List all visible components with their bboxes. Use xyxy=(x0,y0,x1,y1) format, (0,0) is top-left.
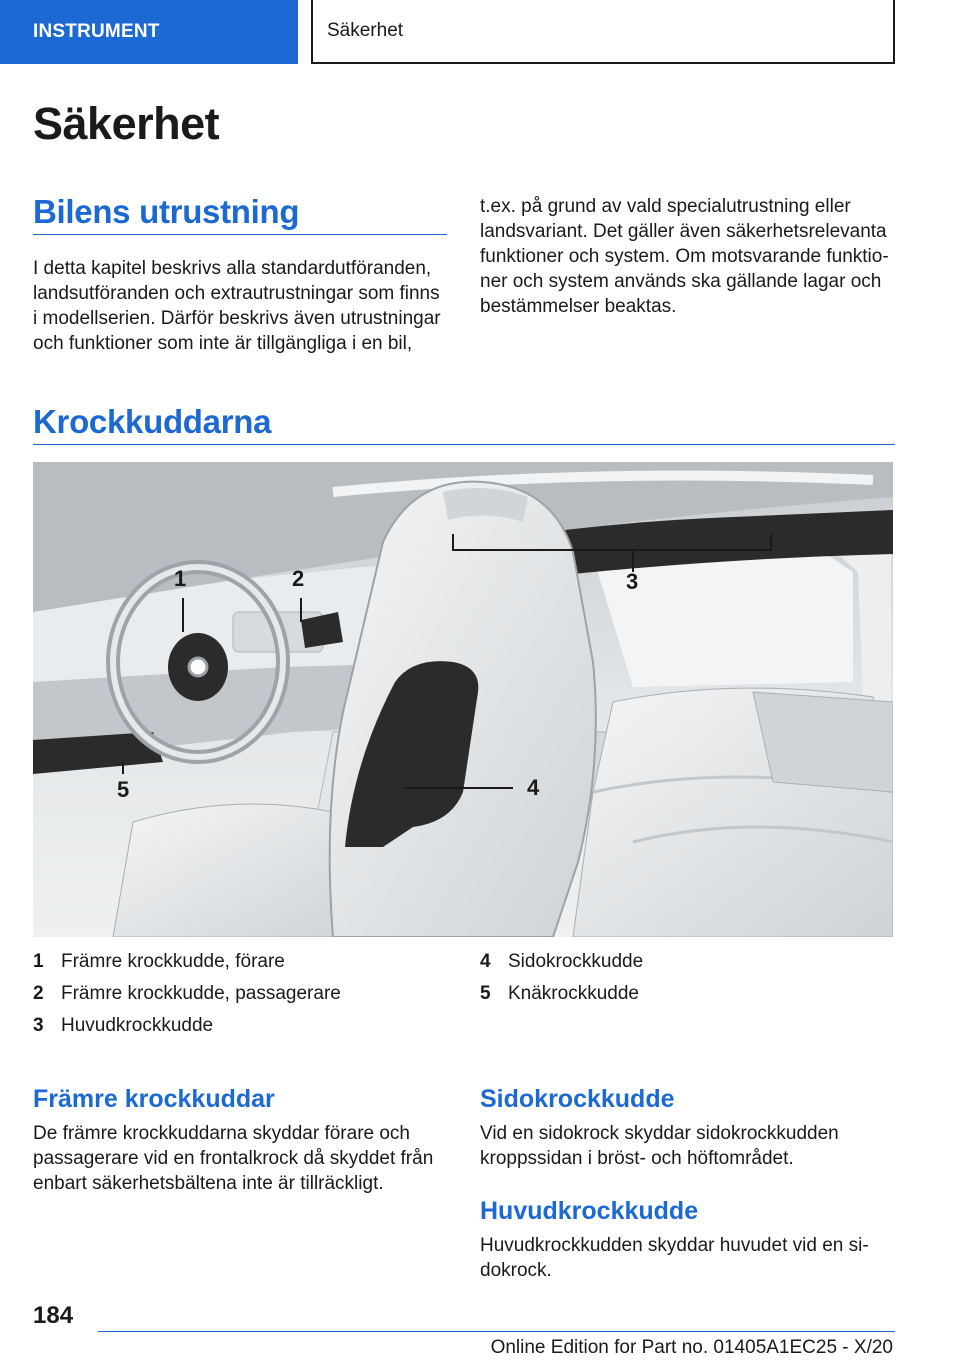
page-title: Säkerhet xyxy=(33,98,220,149)
legend-item xyxy=(480,946,643,978)
legend-number: 3 xyxy=(33,1015,44,1036)
legend-number: 2 xyxy=(33,983,44,1004)
figure-legend-left xyxy=(33,946,341,1042)
car-interior-drawing xyxy=(33,462,893,937)
legend-label: Sidokrockkudde xyxy=(508,951,644,972)
section-title: Säkerhet xyxy=(311,0,895,64)
legend-label: Främre krockkudde, passagerare xyxy=(61,983,341,1004)
equipment-text-right: t.ex. på grund av vald specialutrustning eller landsvariant. Det gäller även säkerhetsrelevanta funktioner och system. Om motsvarande funktioner och system används ska gällande lagar och bestämmelser beaktas. xyxy=(480,196,889,317)
legend-number: 1 xyxy=(33,951,44,972)
legend-number: 5 xyxy=(480,983,491,1004)
legend-item xyxy=(33,978,341,1010)
front-airbags-heading: Främre krockkuddar xyxy=(33,1085,275,1113)
callout-4: 4 xyxy=(527,775,540,800)
callout-3: 3 xyxy=(626,569,639,594)
callout-5: 5 xyxy=(117,777,130,802)
chapter-tab[interactable]: INSTRUMENT xyxy=(0,0,298,64)
footer-rule xyxy=(98,1331,895,1332)
callout-2: 2 xyxy=(292,566,305,591)
head-airbag-text: Huvudkrockkudden skyddar huvudet vid en sidokrock. xyxy=(480,1235,869,1281)
legend-item xyxy=(33,1010,341,1042)
legend-label: Huvudkrockkudde xyxy=(61,1015,214,1036)
legend-number: 4 xyxy=(480,951,491,972)
callout-1: 1 xyxy=(174,566,187,591)
airbags-heading-rule xyxy=(33,444,895,445)
airbags-heading: Krockkuddarna xyxy=(33,403,272,440)
footer-edition[interactable]: Online Edition for Part no. 01405A1EC25 - X/20 xyxy=(490,1337,893,1358)
side-airbag-text: Vid en sidokrock skyddar sidokrockkudden kroppssidan i bröst- och höftområdet. xyxy=(480,1123,839,1169)
head-airbag-heading: Huvudkrockkudde xyxy=(480,1197,699,1225)
front-airbags-text: De främre krockkuddarna skyddar förare och passagerare vid en frontalkrock då skyddet från enbart säkerhetsbältena inte är tillräckligt. xyxy=(33,1123,434,1194)
equipment-heading-rule xyxy=(33,234,447,235)
figure-legend-right xyxy=(480,946,643,1010)
legend-label: Främre krockkudde, förare xyxy=(61,951,285,972)
legend-item xyxy=(480,978,643,1010)
equipment-heading: Bilens utrustning xyxy=(33,193,300,230)
car-interior-illustration xyxy=(33,462,893,937)
equipment-text-left: I detta kapitel beskrivs alla standardutföranden, landsutföranden och extrautrustningar som finns i modellserien. Därför beskrivs även utrustningar och funktioner som inte är tillgängliga i en bil, xyxy=(33,258,441,354)
page-number: 184 xyxy=(33,1302,74,1329)
side-airbag-heading: Sidokrockkudde xyxy=(480,1085,675,1113)
legend-label: Knäkrockkudde xyxy=(508,983,639,1004)
legend-item xyxy=(33,946,341,978)
